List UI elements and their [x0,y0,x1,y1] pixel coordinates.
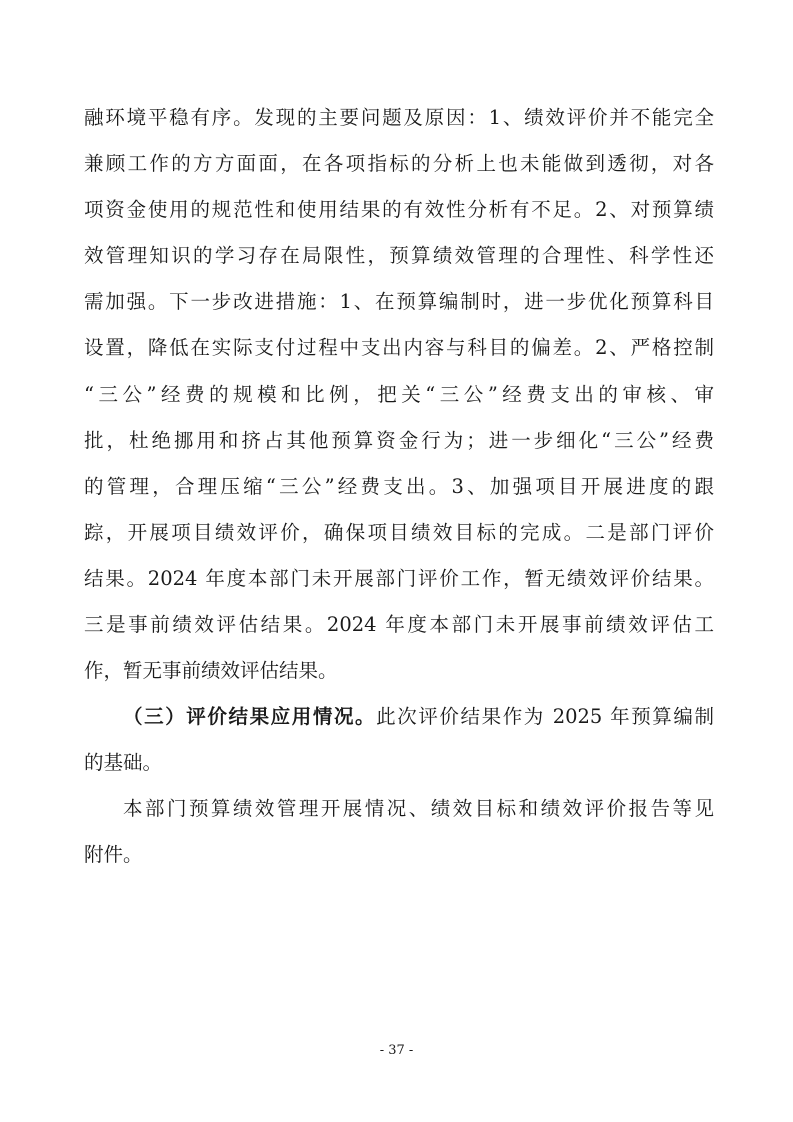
text-line: 的基础。 [84,751,163,774]
text-line: 批，杜绝挪用和挤占其他预算资金行为；进一步细化“三公”经费 [84,429,714,452]
text-line [123,703,714,731]
section-heading: （三）评价结果应用情况。 [123,705,377,728]
text-line: 融环境平稳有序。发现的主要问题及原因：1、绩效评价并不能完全 [84,106,714,129]
text-line: 踪，开展项目绩效评价，确保项目绩效目标的完成。二是部门评价 [84,521,714,544]
text-line: 结果。2024 年度本部门未开展部门评价工作，暂无绩效评价结果。 [84,567,714,590]
text-line: 设置，降低在实际支付过程中支出内容与科目的偏差。2、严格控制 [84,336,714,359]
text-line: 项资金使用的规范性和使用结果的有效性分析有不足。2、对预算绩 [84,198,714,221]
text-line: 本部门预算绩效管理开展情况、绩效目标和绩效评价报告等见 [123,797,714,820]
section-heading-body: 此次评价结果作为 2025 年预算编制 [376,705,714,728]
text-line: 的管理，合理压缩“三公”经费支出。3、加强项目开展进度的跟 [84,475,714,498]
text-line: 效管理知识的学习存在局限性，预算绩效管理的合理性、科学性还 [84,244,714,267]
text-line: 附件。 [84,843,143,866]
text-line: 作，暂无事前绩效评估结果。 [84,659,338,682]
text-line: “三公”经费的规模和比例，把关“三公”经费支出的审核、审 [84,383,714,406]
text-line: 三是事前绩效评估结果。2024 年度本部门未开展事前绩效评估工 [84,613,714,636]
text-line: 兼顾工作的方方面面，在各项指标的分析上也未能做到透彻，对各 [84,152,714,175]
page-number: - 37 - [379,1043,414,1058]
text-line: 需加强。下一步改进措施：1、在预算编制时，进一步优化预算科目 [84,290,714,313]
